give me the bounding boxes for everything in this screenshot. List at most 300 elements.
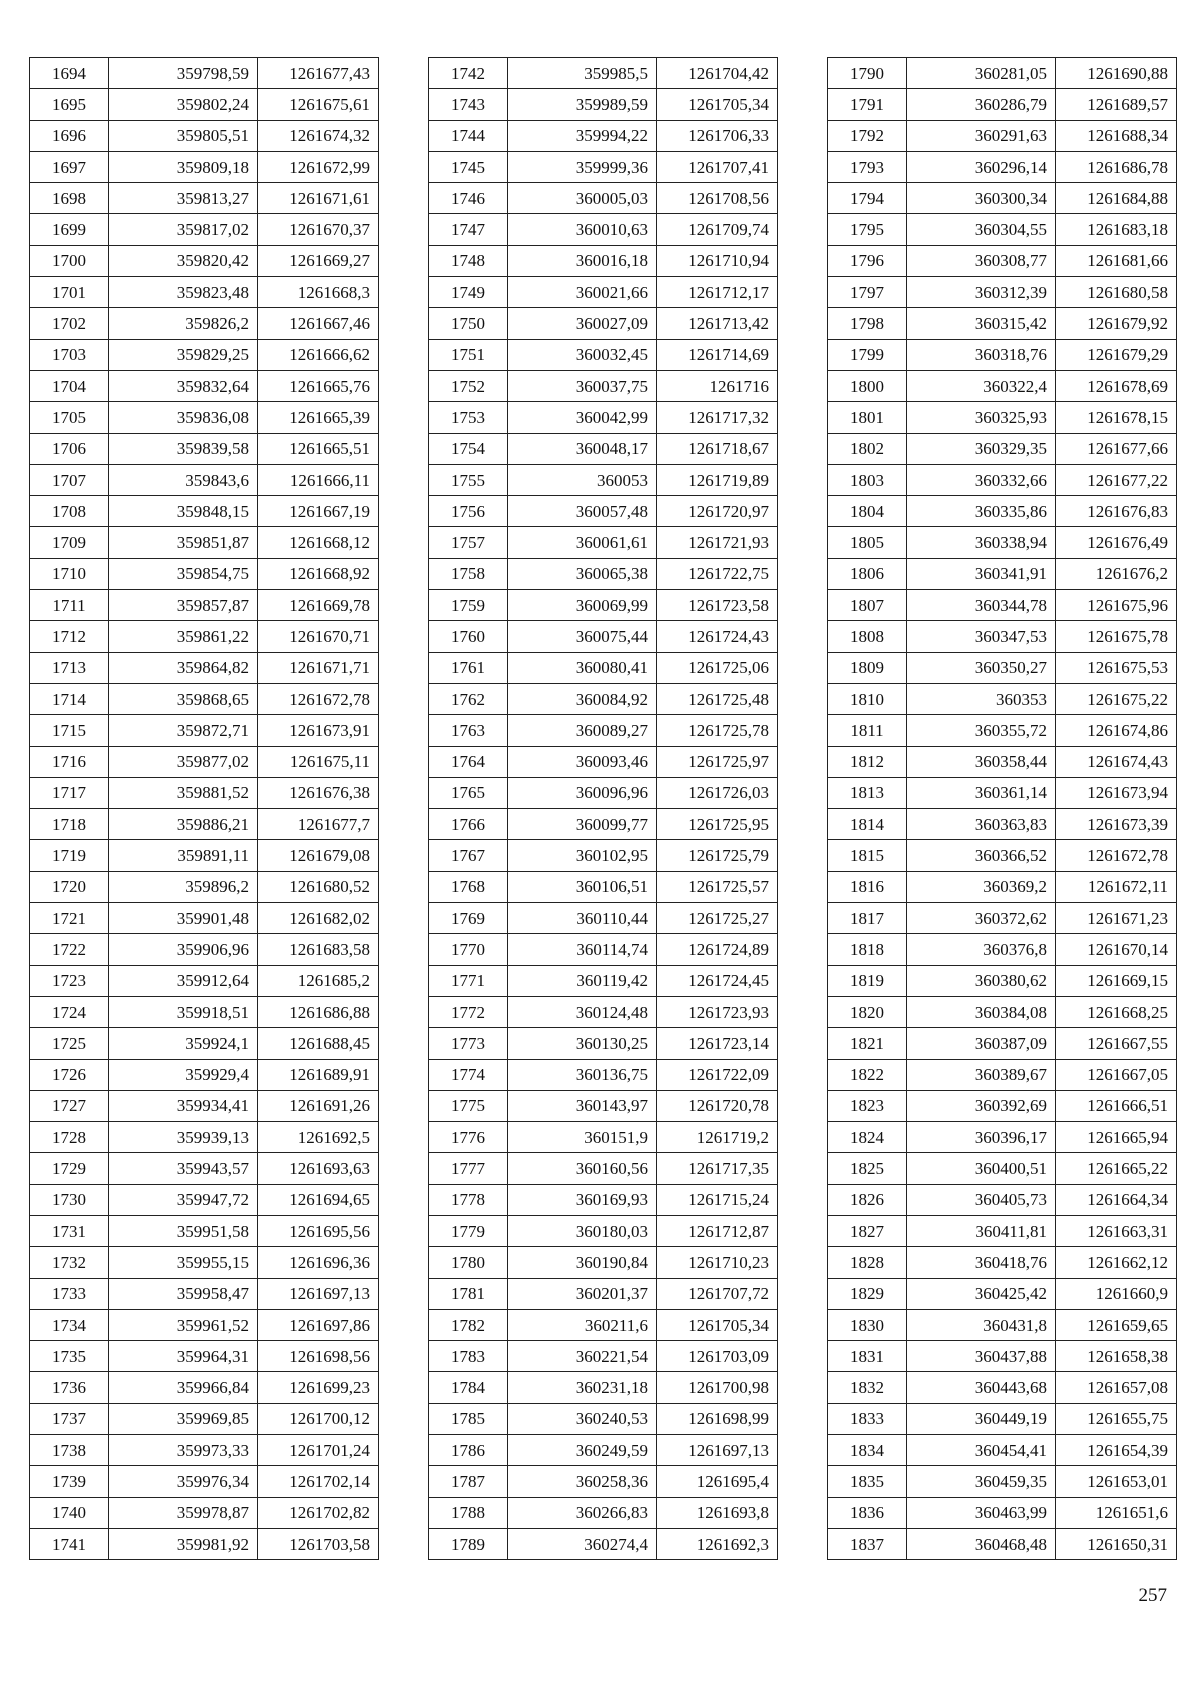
y-coordinate-cell: 1261655,75 [1056, 1403, 1177, 1434]
y-coordinate-cell: 1261654,39 [1056, 1435, 1177, 1466]
x-coordinate-cell: 360437,88 [907, 1341, 1056, 1372]
point-number-cell: 1778 [429, 1184, 508, 1215]
y-coordinate-cell: 1261688,34 [1056, 120, 1177, 151]
x-coordinate-cell: 360048,17 [508, 433, 657, 464]
point-number-cell: 1716 [30, 746, 109, 777]
table-row [30, 1497, 379, 1528]
y-coordinate-cell: 1261683,58 [258, 934, 379, 965]
table-row [828, 965, 1177, 996]
x-coordinate-cell: 359843,6 [109, 464, 258, 495]
y-coordinate-cell: 1261669,78 [258, 590, 379, 621]
x-coordinate-cell: 359872,71 [109, 715, 258, 746]
y-coordinate-cell: 1261725,97 [657, 746, 778, 777]
x-coordinate-cell: 360347,53 [907, 621, 1056, 652]
y-coordinate-cell: 1261693,63 [258, 1153, 379, 1184]
table-row [30, 558, 379, 589]
x-coordinate-cell: 360425,42 [907, 1278, 1056, 1309]
point-number-cell: 1791 [828, 89, 907, 120]
x-coordinate-cell: 360281,05 [907, 58, 1056, 89]
table-row [429, 308, 778, 339]
x-coordinate-cell: 360110,44 [508, 903, 657, 934]
y-coordinate-cell: 1261702,82 [258, 1497, 379, 1528]
y-coordinate-cell: 1261673,39 [1056, 809, 1177, 840]
table-row [30, 89, 379, 120]
point-number-cell: 1772 [429, 996, 508, 1027]
y-coordinate-cell: 1261672,11 [1056, 871, 1177, 902]
y-coordinate-cell: 1261724,45 [657, 965, 778, 996]
coordinate-table-2 [428, 57, 778, 1560]
y-coordinate-cell: 1261679,08 [258, 840, 379, 871]
table-row [30, 1372, 379, 1403]
point-number-cell: 1821 [828, 1028, 907, 1059]
table-row [30, 277, 379, 308]
table-row [828, 1466, 1177, 1497]
x-coordinate-cell: 360322,4 [907, 370, 1056, 401]
table-row [30, 746, 379, 777]
table-row [30, 527, 379, 558]
point-number-cell: 1780 [429, 1247, 508, 1278]
y-coordinate-cell: 1261724,89 [657, 934, 778, 965]
point-number-cell: 1726 [30, 1059, 109, 1090]
table-row [828, 934, 1177, 965]
point-number-cell: 1836 [828, 1497, 907, 1528]
point-number-cell: 1799 [828, 339, 907, 370]
table-row [828, 715, 1177, 746]
y-coordinate-cell: 1261684,88 [1056, 183, 1177, 214]
point-number-cell: 1779 [429, 1215, 508, 1246]
point-number-cell: 1789 [429, 1528, 508, 1559]
x-coordinate-cell: 360221,54 [508, 1341, 657, 1372]
table-row [429, 1341, 778, 1372]
x-coordinate-cell: 360389,67 [907, 1059, 1056, 1090]
table-row [30, 1122, 379, 1153]
table-row [30, 1153, 379, 1184]
table-row [30, 433, 379, 464]
point-number-cell: 1825 [828, 1153, 907, 1184]
point-number-cell: 1694 [30, 58, 109, 89]
x-coordinate-cell: 359896,2 [109, 871, 258, 902]
point-number-cell: 1704 [30, 370, 109, 401]
x-coordinate-cell: 360032,45 [508, 339, 657, 370]
y-coordinate-cell: 1261678,15 [1056, 402, 1177, 433]
x-coordinate-cell: 359839,58 [109, 433, 258, 464]
point-number-cell: 1787 [429, 1466, 508, 1497]
y-coordinate-cell: 1261694,65 [258, 1184, 379, 1215]
x-coordinate-cell: 360353 [907, 683, 1056, 714]
table-row [429, 652, 778, 683]
point-number-cell: 1831 [828, 1341, 907, 1372]
x-coordinate-cell: 359966,84 [109, 1372, 258, 1403]
point-number-cell: 1798 [828, 308, 907, 339]
table-row [828, 1497, 1177, 1528]
x-coordinate-cell: 359891,11 [109, 840, 258, 871]
y-coordinate-cell: 1261666,11 [258, 464, 379, 495]
x-coordinate-cell: 360411,81 [907, 1215, 1056, 1246]
point-number-cell: 1815 [828, 840, 907, 871]
table-row [828, 809, 1177, 840]
x-coordinate-cell: 359861,22 [109, 621, 258, 652]
x-coordinate-cell: 360016,18 [508, 245, 657, 276]
x-coordinate-cell: 359978,87 [109, 1497, 258, 1528]
point-number-cell: 1827 [828, 1215, 907, 1246]
x-coordinate-cell: 360053 [508, 464, 657, 495]
point-number-cell: 1747 [429, 214, 508, 245]
x-coordinate-cell: 359994,22 [508, 120, 657, 151]
table-row [828, 1341, 1177, 1372]
table-row [429, 934, 778, 965]
y-coordinate-cell: 1261697,13 [258, 1278, 379, 1309]
point-number-cell: 1710 [30, 558, 109, 589]
point-number-cell: 1756 [429, 496, 508, 527]
table-row [30, 1278, 379, 1309]
y-coordinate-cell: 1261712,87 [657, 1215, 778, 1246]
point-number-cell: 1698 [30, 183, 109, 214]
point-number-cell: 1771 [429, 965, 508, 996]
table-row [429, 621, 778, 652]
table-row [30, 1215, 379, 1246]
point-number-cell: 1834 [828, 1435, 907, 1466]
x-coordinate-cell: 359829,25 [109, 339, 258, 370]
table-row [429, 339, 778, 370]
x-coordinate-cell: 360341,91 [907, 558, 1056, 589]
x-coordinate-cell: 360180,03 [508, 1215, 657, 1246]
x-coordinate-cell: 360249,59 [508, 1435, 657, 1466]
y-coordinate-cell: 1261710,23 [657, 1247, 778, 1278]
x-coordinate-cell: 360169,93 [508, 1184, 657, 1215]
x-coordinate-cell: 360201,37 [508, 1278, 657, 1309]
x-coordinate-cell: 359886,21 [109, 809, 258, 840]
x-coordinate-cell: 360057,48 [508, 496, 657, 527]
x-coordinate-cell: 359958,47 [109, 1278, 258, 1309]
table-row [30, 120, 379, 151]
y-coordinate-cell: 1261715,24 [657, 1184, 778, 1215]
table-row [429, 464, 778, 495]
y-coordinate-cell: 1261679,29 [1056, 339, 1177, 370]
x-coordinate-cell: 359973,33 [109, 1435, 258, 1466]
table-row [429, 1435, 778, 1466]
point-number-cell: 1823 [828, 1090, 907, 1121]
y-coordinate-cell: 1261683,18 [1056, 214, 1177, 245]
y-coordinate-cell: 1261681,66 [1056, 245, 1177, 276]
x-coordinate-cell: 360089,27 [508, 715, 657, 746]
y-coordinate-cell: 1261720,97 [657, 496, 778, 527]
x-coordinate-cell: 359877,02 [109, 746, 258, 777]
table-row [429, 89, 778, 120]
table-row [828, 433, 1177, 464]
x-coordinate-cell: 360418,76 [907, 1247, 1056, 1278]
point-number-cell: 1758 [429, 558, 508, 589]
point-number-cell: 1824 [828, 1122, 907, 1153]
table-row [828, 1059, 1177, 1090]
y-coordinate-cell: 1261678,69 [1056, 370, 1177, 401]
y-coordinate-cell: 1261701,24 [258, 1435, 379, 1466]
table-row [429, 1309, 778, 1340]
x-coordinate-cell: 360355,72 [907, 715, 1056, 746]
table-row [828, 1278, 1177, 1309]
x-coordinate-cell: 360160,56 [508, 1153, 657, 1184]
y-coordinate-cell: 1261677,7 [258, 809, 379, 840]
y-coordinate-cell: 1261667,19 [258, 496, 379, 527]
point-number-cell: 1701 [30, 277, 109, 308]
table-row [828, 464, 1177, 495]
x-coordinate-cell: 360325,93 [907, 402, 1056, 433]
point-number-cell: 1715 [30, 715, 109, 746]
table-row [429, 1497, 778, 1528]
y-coordinate-cell: 1261686,88 [258, 996, 379, 1027]
table-row [828, 1309, 1177, 1340]
table-row [30, 996, 379, 1027]
point-number-cell: 1719 [30, 840, 109, 871]
point-number-cell: 1757 [429, 527, 508, 558]
point-number-cell: 1768 [429, 871, 508, 902]
table-row [429, 965, 778, 996]
y-coordinate-cell: 1261707,41 [657, 151, 778, 182]
point-number-cell: 1784 [429, 1372, 508, 1403]
point-number-cell: 1795 [828, 214, 907, 245]
point-number-cell: 1809 [828, 652, 907, 683]
table-row [429, 746, 778, 777]
x-coordinate-cell: 359939,13 [109, 1122, 258, 1153]
table-row [429, 214, 778, 245]
x-coordinate-cell: 359832,64 [109, 370, 258, 401]
x-coordinate-cell: 359985,5 [508, 58, 657, 89]
table-row [429, 715, 778, 746]
table-row [828, 652, 1177, 683]
x-coordinate-cell: 359864,82 [109, 652, 258, 683]
point-number-cell: 1818 [828, 934, 907, 965]
table-row [429, 277, 778, 308]
table-row [429, 1215, 778, 1246]
y-coordinate-cell: 1261722,75 [657, 558, 778, 589]
point-number-cell: 1766 [429, 809, 508, 840]
table-row [30, 464, 379, 495]
x-coordinate-cell: 359836,08 [109, 402, 258, 433]
point-number-cell: 1705 [30, 402, 109, 433]
y-coordinate-cell: 1261723,93 [657, 996, 778, 1027]
point-number-cell: 1697 [30, 151, 109, 182]
y-coordinate-cell: 1261704,42 [657, 58, 778, 89]
x-coordinate-cell: 360075,44 [508, 621, 657, 652]
point-number-cell: 1773 [429, 1028, 508, 1059]
table-row [30, 903, 379, 934]
table-row [30, 652, 379, 683]
y-coordinate-cell: 1261663,31 [1056, 1215, 1177, 1246]
x-coordinate-cell: 360119,42 [508, 965, 657, 996]
table-row [828, 621, 1177, 652]
x-coordinate-cell: 360084,92 [508, 683, 657, 714]
table-row [30, 1028, 379, 1059]
point-number-cell: 1727 [30, 1090, 109, 1121]
point-number-cell: 1767 [429, 840, 508, 871]
x-coordinate-cell: 360093,46 [508, 746, 657, 777]
x-coordinate-cell: 359929,4 [109, 1059, 258, 1090]
point-number-cell: 1749 [429, 277, 508, 308]
y-coordinate-cell: 1261665,94 [1056, 1122, 1177, 1153]
table-row [429, 871, 778, 902]
point-number-cell: 1729 [30, 1153, 109, 1184]
point-number-cell: 1812 [828, 746, 907, 777]
table-row [30, 1184, 379, 1215]
x-coordinate-cell: 360366,52 [907, 840, 1056, 871]
y-coordinate-cell: 1261697,86 [258, 1309, 379, 1340]
x-coordinate-cell: 360405,73 [907, 1184, 1056, 1215]
point-number-cell: 1707 [30, 464, 109, 495]
table-row [828, 558, 1177, 589]
table-row [828, 496, 1177, 527]
point-number-cell: 1819 [828, 965, 907, 996]
point-number-cell: 1775 [429, 1090, 508, 1121]
point-number-cell: 1750 [429, 308, 508, 339]
point-number-cell: 1723 [30, 965, 109, 996]
x-coordinate-cell: 359809,18 [109, 151, 258, 182]
x-coordinate-cell: 360369,2 [907, 871, 1056, 902]
point-number-cell: 1837 [828, 1528, 907, 1559]
table-row [828, 308, 1177, 339]
table-row [828, 339, 1177, 370]
y-coordinate-cell: 1261650,31 [1056, 1528, 1177, 1559]
table-row [30, 1341, 379, 1372]
table-row [429, 527, 778, 558]
table-row [429, 1090, 778, 1121]
x-coordinate-cell: 360266,83 [508, 1497, 657, 1528]
y-coordinate-cell: 1261725,27 [657, 903, 778, 934]
x-coordinate-cell: 360392,69 [907, 1090, 1056, 1121]
y-coordinate-cell: 1261719,2 [657, 1122, 778, 1153]
point-number-cell: 1777 [429, 1153, 508, 1184]
table-row [429, 809, 778, 840]
table-row [828, 1247, 1177, 1278]
point-number-cell: 1786 [429, 1435, 508, 1466]
table-row [828, 1090, 1177, 1121]
table-row [30, 151, 379, 182]
x-coordinate-cell: 360387,09 [907, 1028, 1056, 1059]
point-number-cell: 1790 [828, 58, 907, 89]
point-number-cell: 1737 [30, 1403, 109, 1434]
table-row [30, 934, 379, 965]
table-row [828, 1403, 1177, 1434]
y-coordinate-cell: 1261671,23 [1056, 903, 1177, 934]
y-coordinate-cell: 1261690,88 [1056, 58, 1177, 89]
table-row [828, 840, 1177, 871]
y-coordinate-cell: 1261658,38 [1056, 1341, 1177, 1372]
point-number-cell: 1794 [828, 183, 907, 214]
y-coordinate-cell: 1261675,11 [258, 746, 379, 777]
x-coordinate-cell: 359934,41 [109, 1090, 258, 1121]
table-row [429, 1122, 778, 1153]
point-number-cell: 1712 [30, 621, 109, 652]
table-row [30, 809, 379, 840]
y-coordinate-cell: 1261720,78 [657, 1090, 778, 1121]
table-row [828, 871, 1177, 902]
y-coordinate-cell: 1261668,12 [258, 527, 379, 558]
y-coordinate-cell: 1261705,34 [657, 1309, 778, 1340]
x-coordinate-cell: 360449,19 [907, 1403, 1056, 1434]
table-row [429, 402, 778, 433]
point-number-cell: 1753 [429, 402, 508, 433]
point-number-cell: 1721 [30, 903, 109, 934]
point-number-cell: 1706 [30, 433, 109, 464]
x-coordinate-cell: 359999,36 [508, 151, 657, 182]
x-coordinate-cell: 360005,03 [508, 183, 657, 214]
table-row [30, 590, 379, 621]
y-coordinate-cell: 1261675,22 [1056, 683, 1177, 714]
x-coordinate-cell: 359918,51 [109, 996, 258, 1027]
y-coordinate-cell: 1261697,13 [657, 1435, 778, 1466]
point-number-cell: 1783 [429, 1341, 508, 1372]
point-number-cell: 1736 [30, 1372, 109, 1403]
table-row [828, 777, 1177, 808]
x-coordinate-cell: 360114,74 [508, 934, 657, 965]
point-number-cell: 1797 [828, 277, 907, 308]
table-row [828, 89, 1177, 120]
point-number-cell: 1765 [429, 777, 508, 808]
y-coordinate-cell: 1261665,39 [258, 402, 379, 433]
table-row [30, 683, 379, 714]
point-number-cell: 1695 [30, 89, 109, 120]
point-number-cell: 1731 [30, 1215, 109, 1246]
table-row [828, 1122, 1177, 1153]
table-row [30, 1059, 379, 1090]
point-number-cell: 1751 [429, 339, 508, 370]
coordinate-table-body [429, 58, 778, 1560]
point-number-cell: 1776 [429, 1122, 508, 1153]
y-coordinate-cell: 1261676,49 [1056, 527, 1177, 558]
x-coordinate-cell: 360459,35 [907, 1466, 1056, 1497]
y-coordinate-cell: 1261689,57 [1056, 89, 1177, 120]
point-number-cell: 1739 [30, 1466, 109, 1497]
table-row [828, 1184, 1177, 1215]
x-coordinate-cell: 359976,34 [109, 1466, 258, 1497]
table-row [30, 245, 379, 276]
point-number-cell: 1730 [30, 1184, 109, 1215]
x-coordinate-cell: 360106,51 [508, 871, 657, 902]
y-coordinate-cell: 1261724,43 [657, 621, 778, 652]
point-number-cell: 1782 [429, 1309, 508, 1340]
point-number-cell: 1810 [828, 683, 907, 714]
point-number-cell: 1769 [429, 903, 508, 934]
x-coordinate-cell: 359961,52 [109, 1309, 258, 1340]
y-coordinate-cell: 1261671,71 [258, 652, 379, 683]
y-coordinate-cell: 1261667,46 [258, 308, 379, 339]
x-coordinate-cell: 359826,2 [109, 308, 258, 339]
y-coordinate-cell: 1261675,78 [1056, 621, 1177, 652]
x-coordinate-cell: 360318,76 [907, 339, 1056, 370]
page-number: 257 [1138, 1585, 1167, 1606]
y-coordinate-cell: 1261725,06 [657, 652, 778, 683]
y-coordinate-cell: 1261707,72 [657, 1278, 778, 1309]
y-coordinate-cell: 1261679,92 [1056, 308, 1177, 339]
table-row [30, 214, 379, 245]
point-number-cell: 1788 [429, 1497, 508, 1528]
point-number-cell: 1717 [30, 777, 109, 808]
x-coordinate-cell: 360396,17 [907, 1122, 1056, 1153]
y-coordinate-cell: 1261666,51 [1056, 1090, 1177, 1121]
y-coordinate-cell: 1261665,51 [258, 433, 379, 464]
table-row [30, 621, 379, 652]
point-number-cell: 1735 [30, 1341, 109, 1372]
x-coordinate-cell: 359955,15 [109, 1247, 258, 1278]
point-number-cell: 1708 [30, 496, 109, 527]
point-number-cell: 1742 [429, 58, 508, 89]
point-number-cell: 1713 [30, 652, 109, 683]
point-number-cell: 1722 [30, 934, 109, 965]
table-row [429, 1528, 778, 1559]
y-coordinate-cell: 1261680,52 [258, 871, 379, 902]
x-coordinate-cell: 359813,27 [109, 183, 258, 214]
point-number-cell: 1785 [429, 1403, 508, 1434]
table-row [828, 245, 1177, 276]
point-number-cell: 1728 [30, 1122, 109, 1153]
